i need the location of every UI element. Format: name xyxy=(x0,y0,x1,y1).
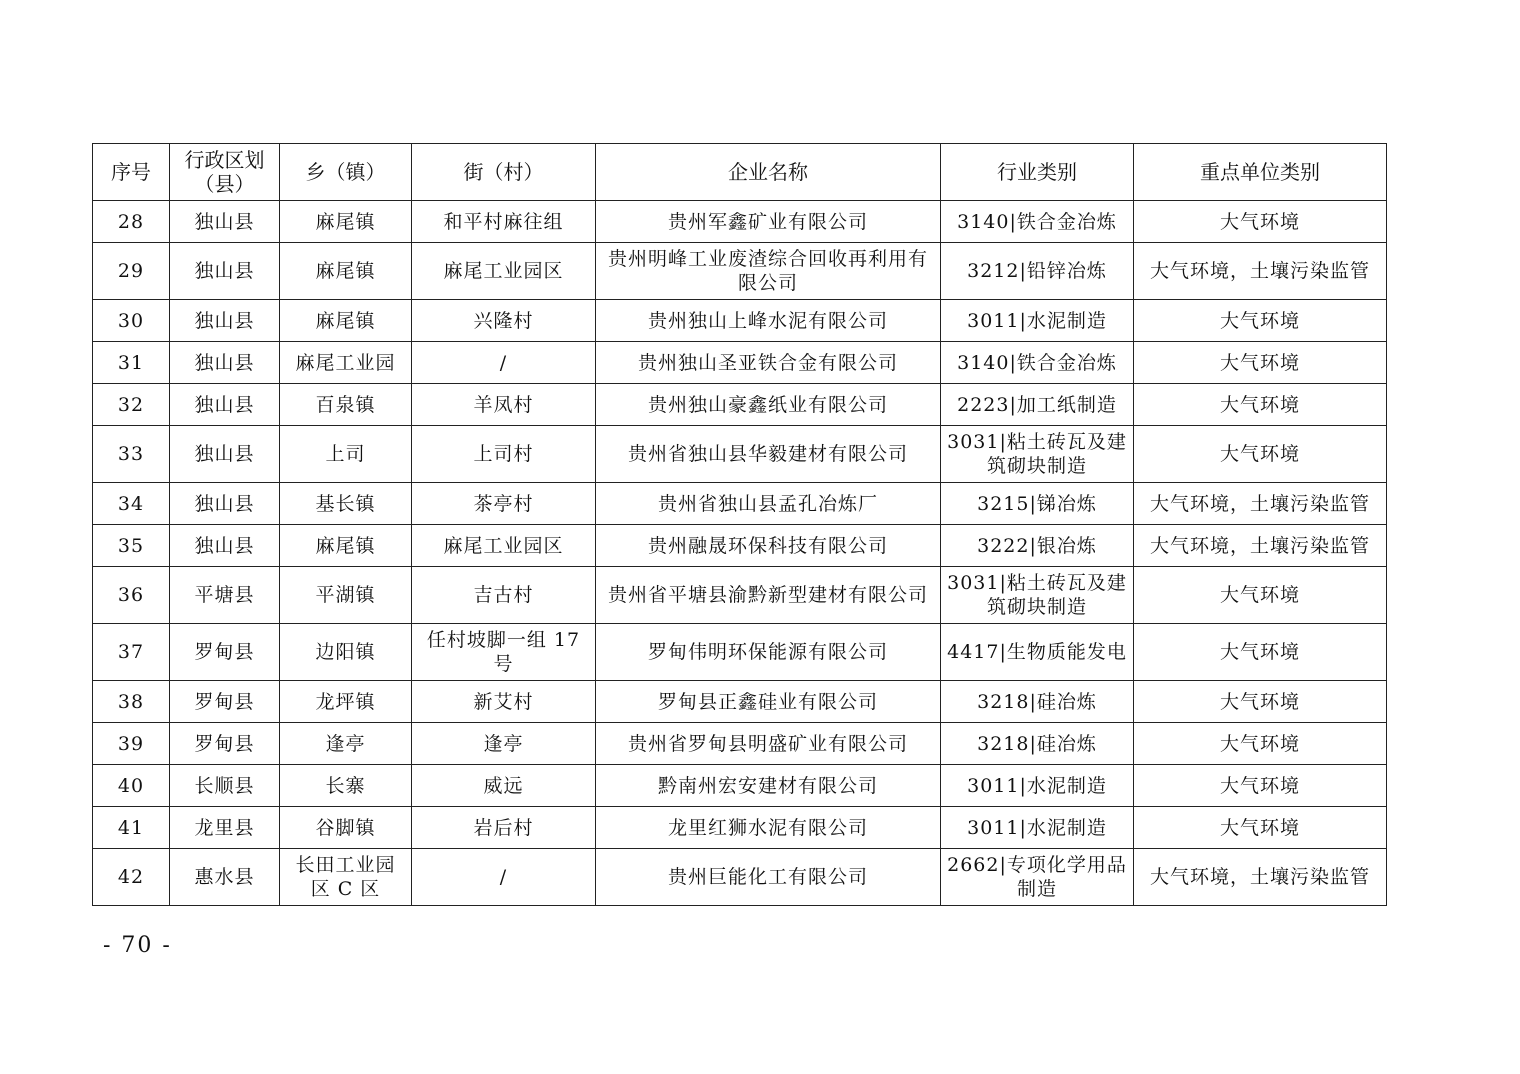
company-name-cell: 贵州省独山县孟孔冶炼厂 xyxy=(596,483,941,525)
street-village-cell: 任村坡脚一组 17 号 xyxy=(412,624,596,681)
company-name-cell: 贵州巨能化工有限公司 xyxy=(596,849,941,906)
company-name-cell: 贵州军鑫矿业有限公司 xyxy=(596,201,941,243)
street-village-cell: 上司村 xyxy=(412,426,596,483)
table-row xyxy=(93,567,1387,624)
unit-category-cell: 大气环境 xyxy=(1134,300,1387,342)
industry-category-cell: 3011|水泥制造 xyxy=(941,807,1134,849)
township-cell: 麻尾镇 xyxy=(280,525,412,567)
serial-number-cell: 30 xyxy=(93,300,170,342)
page-number: - 70 - xyxy=(103,933,172,958)
industry-category-cell: 3218|硅冶炼 xyxy=(941,723,1134,765)
unit-category-cell: 大气环境，土壤污染监管 xyxy=(1134,243,1387,300)
company-name-cell: 贵州独山圣亚铁合金有限公司 xyxy=(596,342,941,384)
county-cell: 龙里县 xyxy=(170,807,280,849)
serial-number-cell: 31 xyxy=(93,342,170,384)
serial-number-cell: 41 xyxy=(93,807,170,849)
company-name-cell: 贵州独山上峰水泥有限公司 xyxy=(596,300,941,342)
street-village-cell: 岩后村 xyxy=(412,807,596,849)
company-name-cell: 贵州独山豪鑫纸业有限公司 xyxy=(596,384,941,426)
unit-category-cell: 大气环境，土壤污染监管 xyxy=(1134,525,1387,567)
industry-category-cell: 2662|专项化学用品制造 xyxy=(941,849,1134,906)
county-cell: 独山县 xyxy=(170,483,280,525)
county-header: 行政区划（县） xyxy=(170,144,280,201)
company-name-cell: 贵州明峰工业废渣综合回收再利用有限公司 xyxy=(596,243,941,300)
unit-category-cell: 大气环境 xyxy=(1134,807,1387,849)
serial-number-cell: 40 xyxy=(93,765,170,807)
street-village-cell: 麻尾工业园区 xyxy=(412,525,596,567)
township-cell: 谷脚镇 xyxy=(280,807,412,849)
street-village-cell: 羊凤村 xyxy=(412,384,596,426)
serial-number-header: 序号 xyxy=(93,144,170,201)
county-cell: 独山县 xyxy=(170,201,280,243)
company-name-cell: 贵州省独山县华毅建材有限公司 xyxy=(596,426,941,483)
industry-category-cell: 3218|硅冶炼 xyxy=(941,681,1134,723)
table-row xyxy=(93,384,1387,426)
county-cell: 独山县 xyxy=(170,525,280,567)
township-cell: 麻尾工业园 xyxy=(280,342,412,384)
township-cell: 麻尾镇 xyxy=(280,300,412,342)
key-enterprise-table xyxy=(92,143,1387,906)
header-row xyxy=(93,144,1387,201)
serial-number-cell: 28 xyxy=(93,201,170,243)
company-name-cell: 罗甸伟明环保能源有限公司 xyxy=(596,624,941,681)
unit-category-cell: 大气环境 xyxy=(1134,681,1387,723)
street-village-header: 街（村） xyxy=(412,144,596,201)
company-name-cell: 黔南州宏安建材有限公司 xyxy=(596,765,941,807)
street-village-cell: 吉古村 xyxy=(412,567,596,624)
county-cell: 惠水县 xyxy=(170,849,280,906)
table-row xyxy=(93,300,1387,342)
unit-category-cell: 大气环境，土壤污染监管 xyxy=(1134,849,1387,906)
unit-category-cell: 大气环境 xyxy=(1134,624,1387,681)
unit-category-cell: 大气环境 xyxy=(1134,384,1387,426)
company-name-header: 企业名称 xyxy=(596,144,941,201)
serial-number-cell: 42 xyxy=(93,849,170,906)
unit-category-cell: 大气环境 xyxy=(1134,342,1387,384)
serial-number-cell: 32 xyxy=(93,384,170,426)
serial-number-cell: 35 xyxy=(93,525,170,567)
county-cell: 独山县 xyxy=(170,426,280,483)
unit-category-cell: 大气环境 xyxy=(1134,201,1387,243)
table-row xyxy=(93,849,1387,906)
township-cell: 百泉镇 xyxy=(280,384,412,426)
street-village-cell: 麻尾工业园区 xyxy=(412,243,596,300)
industry-category-cell: 2223|加工纸制造 xyxy=(941,384,1134,426)
township-cell: 上司 xyxy=(280,426,412,483)
industry-category-cell: 3212|铅锌冶炼 xyxy=(941,243,1134,300)
street-village-cell: 威远 xyxy=(412,765,596,807)
industry-category-cell: 3215|锑冶炼 xyxy=(941,483,1134,525)
township-cell: 麻尾镇 xyxy=(280,243,412,300)
county-cell: 独山县 xyxy=(170,300,280,342)
industry-category-header: 行业类别 xyxy=(941,144,1134,201)
industry-category-cell: 4417|生物质能发电 xyxy=(941,624,1134,681)
serial-number-cell: 33 xyxy=(93,426,170,483)
industry-category-cell: 3031|粘土砖瓦及建筑砌块制造 xyxy=(941,426,1134,483)
county-cell: 罗甸县 xyxy=(170,723,280,765)
table-row xyxy=(93,243,1387,300)
street-village-cell: 逢亭 xyxy=(412,723,596,765)
unit-category-cell: 大气环境 xyxy=(1134,426,1387,483)
table-row xyxy=(93,681,1387,723)
industry-category-cell: 3011|水泥制造 xyxy=(941,765,1134,807)
county-cell: 独山县 xyxy=(170,384,280,426)
table-row xyxy=(93,525,1387,567)
table-row xyxy=(93,483,1387,525)
table-row xyxy=(93,201,1387,243)
unit-category-header: 重点单位类别 xyxy=(1134,144,1387,201)
county-cell: 罗甸县 xyxy=(170,681,280,723)
table-row xyxy=(93,723,1387,765)
unit-category-cell: 大气环境 xyxy=(1134,567,1387,624)
township-cell: 龙坪镇 xyxy=(280,681,412,723)
township-cell: 边阳镇 xyxy=(280,624,412,681)
table-row xyxy=(93,426,1387,483)
unit-category-cell: 大气环境 xyxy=(1134,765,1387,807)
township-cell: 逢亭 xyxy=(280,723,412,765)
table-row xyxy=(93,807,1387,849)
serial-number-cell: 37 xyxy=(93,624,170,681)
unit-category-cell: 大气环境 xyxy=(1134,723,1387,765)
county-cell: 独山县 xyxy=(170,243,280,300)
street-village-cell: / xyxy=(412,849,596,906)
serial-number-cell: 39 xyxy=(93,723,170,765)
company-name-cell: 贵州省平塘县渝黔新型建材有限公司 xyxy=(596,567,941,624)
county-cell: 罗甸县 xyxy=(170,624,280,681)
serial-number-cell: 38 xyxy=(93,681,170,723)
county-cell: 长顺县 xyxy=(170,765,280,807)
township-cell: 基长镇 xyxy=(280,483,412,525)
township-cell: 长田工业园区 C 区 xyxy=(280,849,412,906)
street-village-cell: 和平村麻往组 xyxy=(412,201,596,243)
industry-category-cell: 3011|水泥制造 xyxy=(941,300,1134,342)
company-name-cell: 龙里红狮水泥有限公司 xyxy=(596,807,941,849)
industry-category-cell: 3031|粘土砖瓦及建筑砌块制造 xyxy=(941,567,1134,624)
table-row xyxy=(93,765,1387,807)
county-cell: 平塘县 xyxy=(170,567,280,624)
township-header: 乡（镇） xyxy=(280,144,412,201)
table-header xyxy=(93,144,1387,201)
table-row xyxy=(93,342,1387,384)
township-cell: 麻尾镇 xyxy=(280,201,412,243)
serial-number-cell: 34 xyxy=(93,483,170,525)
street-village-cell: / xyxy=(412,342,596,384)
industry-category-cell: 3140|铁合金冶炼 xyxy=(941,201,1134,243)
industry-category-cell: 3140|铁合金冶炼 xyxy=(941,342,1134,384)
serial-number-cell: 29 xyxy=(93,243,170,300)
serial-number-cell: 36 xyxy=(93,567,170,624)
unit-category-cell: 大气环境，土壤污染监管 xyxy=(1134,483,1387,525)
industry-category-cell: 3222|银冶炼 xyxy=(941,525,1134,567)
company-name-cell: 罗甸县正鑫硅业有限公司 xyxy=(596,681,941,723)
company-name-cell: 贵州融晟环保科技有限公司 xyxy=(596,525,941,567)
street-village-cell: 新艾村 xyxy=(412,681,596,723)
street-village-cell: 茶亭村 xyxy=(412,483,596,525)
table-row xyxy=(93,624,1387,681)
county-cell: 独山县 xyxy=(170,342,280,384)
table-body xyxy=(93,201,1387,906)
township-cell: 平湖镇 xyxy=(280,567,412,624)
township-cell: 长寨 xyxy=(280,765,412,807)
company-name-cell: 贵州省罗甸县明盛矿业有限公司 xyxy=(596,723,941,765)
street-village-cell: 兴隆村 xyxy=(412,300,596,342)
